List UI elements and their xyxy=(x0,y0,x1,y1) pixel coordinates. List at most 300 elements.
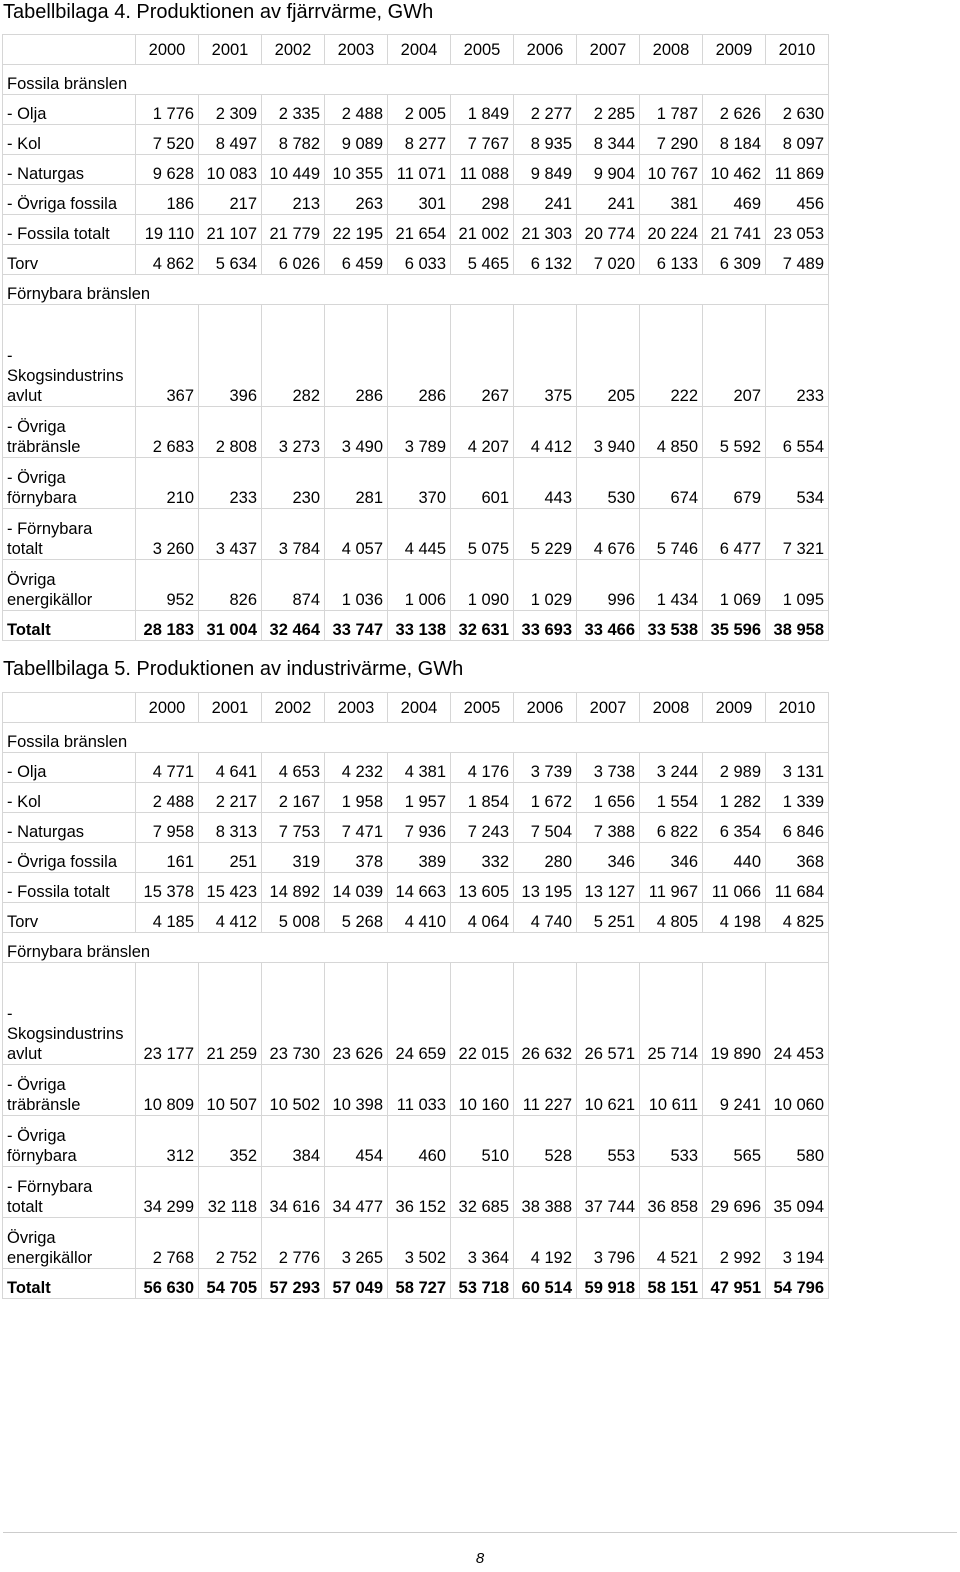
value-cell: 312 xyxy=(136,1116,199,1167)
value-cell: 3 437 xyxy=(199,509,262,560)
table-row xyxy=(3,1065,829,1116)
section-row xyxy=(3,65,829,95)
value-cell: 8 097 xyxy=(766,125,829,155)
value-cell: 11 071 xyxy=(388,155,451,185)
value-cell: 1 849 xyxy=(451,95,514,125)
table-row xyxy=(3,185,829,215)
value-cell: 161 xyxy=(136,843,199,873)
value-cell: 3 194 xyxy=(766,1218,829,1269)
year-header: 2004 xyxy=(388,35,451,65)
value-cell: 8 344 xyxy=(577,125,640,155)
value-cell: 1 554 xyxy=(640,783,703,813)
table-title-industrial-heating: Tabellbilaga 5. Produktionen av industrivärme, GWh xyxy=(3,658,464,680)
year-header: 2000 xyxy=(136,693,199,723)
value-cell: 20 224 xyxy=(640,215,703,245)
value-cell: 6 822 xyxy=(640,813,703,843)
value-cell: 24 659 xyxy=(388,963,451,1065)
value-cell: 14 039 xyxy=(325,873,388,903)
year-header: 2006 xyxy=(514,35,577,65)
value-cell: 251 xyxy=(199,843,262,873)
row-label-ovriga-fossila: - Övriga fossila xyxy=(3,185,136,215)
value-cell: 2 488 xyxy=(325,95,388,125)
value-cell: 20 774 xyxy=(577,215,640,245)
value-cell: 10 611 xyxy=(640,1065,703,1116)
value-cell: 4 057 xyxy=(325,509,388,560)
value-cell: 7 489 xyxy=(766,245,829,275)
value-cell: 1 069 xyxy=(703,560,766,611)
value-cell: 21 259 xyxy=(199,963,262,1065)
value-cell: 528 xyxy=(514,1116,577,1167)
header-row xyxy=(3,35,829,65)
value-cell: 35 596 xyxy=(703,611,766,641)
value-cell: 1 787 xyxy=(640,95,703,125)
value-cell: 4 412 xyxy=(514,407,577,458)
value-cell: 54 705 xyxy=(199,1269,262,1299)
value-cell: 5 008 xyxy=(262,903,325,933)
value-cell: 8 935 xyxy=(514,125,577,155)
table-title-district-heating: Tabellbilaga 4. Produktionen av fjärrvärme, GWh xyxy=(3,1,434,23)
value-cell: 3 273 xyxy=(262,407,325,458)
table-row xyxy=(3,245,829,275)
table-row xyxy=(3,560,829,611)
value-cell: 7 321 xyxy=(766,509,829,560)
value-cell: 4 176 xyxy=(451,753,514,783)
value-cell: 3 739 xyxy=(514,753,577,783)
value-cell: 281 xyxy=(325,458,388,509)
value-cell: 3 784 xyxy=(262,509,325,560)
year-header: 2007 xyxy=(577,35,640,65)
value-cell: 4 641 xyxy=(199,753,262,783)
table-row xyxy=(3,813,829,843)
value-cell: 13 195 xyxy=(514,873,577,903)
value-cell: 241 xyxy=(514,185,577,215)
value-cell: 23 177 xyxy=(136,963,199,1065)
value-cell: 7 520 xyxy=(136,125,199,155)
value-cell: 21 741 xyxy=(703,215,766,245)
value-cell: 332 xyxy=(451,843,514,873)
industrial-heating-table xyxy=(2,692,829,1299)
header-row xyxy=(3,693,829,723)
table-row xyxy=(3,95,829,125)
value-cell: 19 890 xyxy=(703,963,766,1065)
value-cell: 4 064 xyxy=(451,903,514,933)
value-cell: 33 466 xyxy=(577,611,640,641)
value-cell: 456 xyxy=(766,185,829,215)
value-cell: 440 xyxy=(703,843,766,873)
row-label-kol: - Kol xyxy=(3,783,136,813)
value-cell: 4 410 xyxy=(388,903,451,933)
value-cell: 3 738 xyxy=(577,753,640,783)
value-cell: 11 227 xyxy=(514,1065,577,1116)
value-cell: 4 653 xyxy=(262,753,325,783)
value-cell: 9 089 xyxy=(325,125,388,155)
value-cell: 23 053 xyxy=(766,215,829,245)
district-heating-table xyxy=(2,34,829,641)
year-header: 2009 xyxy=(703,35,766,65)
value-cell: 10 502 xyxy=(262,1065,325,1116)
row-label-fornybara-totalt: - Förnybara totalt xyxy=(3,1167,136,1218)
table-row xyxy=(3,155,829,185)
value-cell: 580 xyxy=(766,1116,829,1167)
value-cell: 7 936 xyxy=(388,813,451,843)
value-cell: 2 630 xyxy=(766,95,829,125)
value-cell: 11 088 xyxy=(451,155,514,185)
value-cell: 601 xyxy=(451,458,514,509)
year-header: 2002 xyxy=(262,693,325,723)
value-cell: 13 605 xyxy=(451,873,514,903)
year-header: 2010 xyxy=(766,35,829,65)
value-cell: 2 776 xyxy=(262,1218,325,1269)
value-cell: 6 554 xyxy=(766,407,829,458)
value-cell: 1 776 xyxy=(136,95,199,125)
value-cell: 3 260 xyxy=(136,509,199,560)
value-cell: 4 445 xyxy=(388,509,451,560)
value-cell: 1 434 xyxy=(640,560,703,611)
value-cell: 396 xyxy=(199,305,262,407)
value-cell: 19 110 xyxy=(136,215,199,245)
value-cell: 2 752 xyxy=(199,1218,262,1269)
value-cell: 9 241 xyxy=(703,1065,766,1116)
value-cell: 14 663 xyxy=(388,873,451,903)
value-cell: 11 967 xyxy=(640,873,703,903)
value-cell: 26 571 xyxy=(577,963,640,1065)
value-cell: 4 192 xyxy=(514,1218,577,1269)
header-corner-cell xyxy=(3,693,136,723)
value-cell: 4 850 xyxy=(640,407,703,458)
value-cell: 38 958 xyxy=(766,611,829,641)
value-cell: 443 xyxy=(514,458,577,509)
year-header: 2003 xyxy=(325,35,388,65)
year-header: 2002 xyxy=(262,35,325,65)
value-cell: 2 683 xyxy=(136,407,199,458)
value-cell: 3 789 xyxy=(388,407,451,458)
value-cell: 510 xyxy=(451,1116,514,1167)
row-label-ovriga-fornybara: - Övriga förnybara xyxy=(3,458,136,509)
value-cell: 565 xyxy=(703,1116,766,1167)
value-cell: 10 398 xyxy=(325,1065,388,1116)
value-cell: 11 033 xyxy=(388,1065,451,1116)
value-cell: 6 354 xyxy=(703,813,766,843)
value-cell: 4 198 xyxy=(703,903,766,933)
row-label-skogsindustrins-avlut: - Skogsindustrins avlut xyxy=(3,963,136,1065)
header-corner-cell xyxy=(3,35,136,65)
value-cell: 7 504 xyxy=(514,813,577,843)
value-cell: 24 453 xyxy=(766,963,829,1065)
row-label-fornybara-branslen: Förnybara bränslen xyxy=(3,275,829,305)
year-header: 2005 xyxy=(451,693,514,723)
row-label-ovriga-fossila: - Övriga fossila xyxy=(3,843,136,873)
section-row xyxy=(3,723,829,753)
value-cell: 4 185 xyxy=(136,903,199,933)
value-cell: 11 869 xyxy=(766,155,829,185)
value-cell: 8 313 xyxy=(199,813,262,843)
value-cell: 4 521 xyxy=(640,1218,703,1269)
value-cell: 7 471 xyxy=(325,813,388,843)
value-cell: 241 xyxy=(577,185,640,215)
value-cell: 5 075 xyxy=(451,509,514,560)
value-cell: 9 628 xyxy=(136,155,199,185)
value-cell: 5 465 xyxy=(451,245,514,275)
value-cell: 23 626 xyxy=(325,963,388,1065)
value-cell: 1 090 xyxy=(451,560,514,611)
value-cell: 1 672 xyxy=(514,783,577,813)
value-cell: 47 951 xyxy=(703,1269,766,1299)
value-cell: 319 xyxy=(262,843,325,873)
value-cell: 298 xyxy=(451,185,514,215)
value-cell: 874 xyxy=(262,560,325,611)
value-cell: 4 825 xyxy=(766,903,829,933)
table-row xyxy=(3,407,829,458)
section-row xyxy=(3,275,829,305)
value-cell: 21 107 xyxy=(199,215,262,245)
value-cell: 32 631 xyxy=(451,611,514,641)
value-cell: 37 744 xyxy=(577,1167,640,1218)
value-cell: 460 xyxy=(388,1116,451,1167)
value-cell: 1 029 xyxy=(514,560,577,611)
value-cell: 3 502 xyxy=(388,1218,451,1269)
value-cell: 33 693 xyxy=(514,611,577,641)
value-cell: 14 892 xyxy=(262,873,325,903)
value-cell: 8 782 xyxy=(262,125,325,155)
value-cell: 233 xyxy=(199,458,262,509)
row-label-torv: Torv xyxy=(3,903,136,933)
value-cell: 384 xyxy=(262,1116,325,1167)
value-cell: 207 xyxy=(703,305,766,407)
row-label-fossila-totalt: - Fossila totalt xyxy=(3,215,136,245)
value-cell: 10 083 xyxy=(199,155,262,185)
row-label-ovriga-fornybara: - Övriga förnybara xyxy=(3,1116,136,1167)
value-cell: 2 335 xyxy=(262,95,325,125)
value-cell: 378 xyxy=(325,843,388,873)
value-cell: 3 131 xyxy=(766,753,829,783)
value-cell: 4 771 xyxy=(136,753,199,783)
value-cell: 3 940 xyxy=(577,407,640,458)
value-cell: 34 616 xyxy=(262,1167,325,1218)
value-cell: 34 477 xyxy=(325,1167,388,1218)
table-row xyxy=(3,305,829,407)
value-cell: 4 381 xyxy=(388,753,451,783)
value-cell: 21 779 xyxy=(262,215,325,245)
table-row xyxy=(3,509,829,560)
value-cell: 8 184 xyxy=(703,125,766,155)
value-cell: 1 854 xyxy=(451,783,514,813)
value-cell: 7 290 xyxy=(640,125,703,155)
value-cell: 454 xyxy=(325,1116,388,1167)
row-label-naturgas: - Naturgas xyxy=(3,813,136,843)
value-cell: 826 xyxy=(199,560,262,611)
table-row xyxy=(3,215,829,245)
value-cell: 2 167 xyxy=(262,783,325,813)
value-cell: 10 767 xyxy=(640,155,703,185)
value-cell: 6 033 xyxy=(388,245,451,275)
value-cell: 31 004 xyxy=(199,611,262,641)
value-cell: 5 746 xyxy=(640,509,703,560)
value-cell: 282 xyxy=(262,305,325,407)
value-cell: 1 282 xyxy=(703,783,766,813)
value-cell: 2 005 xyxy=(388,95,451,125)
value-cell: 553 xyxy=(577,1116,640,1167)
value-cell: 996 xyxy=(577,560,640,611)
value-cell: 4 232 xyxy=(325,753,388,783)
row-label-fossila-totalt: - Fossila totalt xyxy=(3,873,136,903)
value-cell: 22 195 xyxy=(325,215,388,245)
value-cell: 33 747 xyxy=(325,611,388,641)
row-label-fossila-branslen: Fossila bränslen xyxy=(3,65,829,95)
value-cell: 5 251 xyxy=(577,903,640,933)
value-cell: 5 268 xyxy=(325,903,388,933)
value-cell: 22 015 xyxy=(451,963,514,1065)
value-cell: 8 497 xyxy=(199,125,262,155)
row-label-fornybara-branslen: Förnybara bränslen xyxy=(3,933,829,963)
value-cell: 2 768 xyxy=(136,1218,199,1269)
value-cell: 21 654 xyxy=(388,215,451,245)
table-row xyxy=(3,873,829,903)
value-cell: 32 118 xyxy=(199,1167,262,1218)
value-cell: 267 xyxy=(451,305,514,407)
year-header: 2004 xyxy=(388,693,451,723)
value-cell: 7 020 xyxy=(577,245,640,275)
value-cell: 381 xyxy=(640,185,703,215)
value-cell: 32 464 xyxy=(262,611,325,641)
value-cell: 21 303 xyxy=(514,215,577,245)
value-cell: 32 685 xyxy=(451,1167,514,1218)
value-cell: 301 xyxy=(388,185,451,215)
value-cell: 533 xyxy=(640,1116,703,1167)
value-cell: 3 244 xyxy=(640,753,703,783)
year-header: 2009 xyxy=(703,693,766,723)
value-cell: 58 151 xyxy=(640,1269,703,1299)
value-cell: 7 958 xyxy=(136,813,199,843)
value-cell: 21 002 xyxy=(451,215,514,245)
value-cell: 952 xyxy=(136,560,199,611)
value-cell: 10 507 xyxy=(199,1065,262,1116)
value-cell: 6 132 xyxy=(514,245,577,275)
value-cell: 2 488 xyxy=(136,783,199,813)
total-row xyxy=(3,611,829,641)
value-cell: 54 796 xyxy=(766,1269,829,1299)
value-cell: 1 339 xyxy=(766,783,829,813)
value-cell: 217 xyxy=(199,185,262,215)
value-cell: 346 xyxy=(640,843,703,873)
table-row xyxy=(3,963,829,1065)
value-cell: 59 918 xyxy=(577,1269,640,1299)
value-cell: 60 514 xyxy=(514,1269,577,1299)
value-cell: 10 621 xyxy=(577,1065,640,1116)
value-cell: 13 127 xyxy=(577,873,640,903)
value-cell: 3 265 xyxy=(325,1218,388,1269)
value-cell: 7 767 xyxy=(451,125,514,155)
value-cell: 375 xyxy=(514,305,577,407)
value-cell: 6 133 xyxy=(640,245,703,275)
year-header: 2008 xyxy=(640,693,703,723)
value-cell: 10 809 xyxy=(136,1065,199,1116)
row-label-ovriga-trabransle: - Övriga träbränsle xyxy=(3,1065,136,1116)
year-header: 2006 xyxy=(514,693,577,723)
value-cell: 2 217 xyxy=(199,783,262,813)
table-row xyxy=(3,843,829,873)
value-cell: 26 632 xyxy=(514,963,577,1065)
year-header: 2005 xyxy=(451,35,514,65)
value-cell: 33 138 xyxy=(388,611,451,641)
value-cell: 280 xyxy=(514,843,577,873)
value-cell: 11 684 xyxy=(766,873,829,903)
year-header: 2007 xyxy=(577,693,640,723)
row-label-ovriga-trabransle: - Övriga träbränsle xyxy=(3,407,136,458)
value-cell: 36 152 xyxy=(388,1167,451,1218)
value-cell: 674 xyxy=(640,458,703,509)
value-cell: 28 183 xyxy=(136,611,199,641)
value-cell: 2 992 xyxy=(703,1218,766,1269)
value-cell: 205 xyxy=(577,305,640,407)
year-header: 2008 xyxy=(640,35,703,65)
value-cell: 2 808 xyxy=(199,407,262,458)
value-cell: 6 459 xyxy=(325,245,388,275)
value-cell: 7 753 xyxy=(262,813,325,843)
row-label-ovriga-energikallor: Övriga energikällor xyxy=(3,560,136,611)
value-cell: 38 388 xyxy=(514,1167,577,1218)
value-cell: 2 989 xyxy=(703,753,766,783)
value-cell: 233 xyxy=(766,305,829,407)
row-label-totalt: Totalt xyxy=(3,1269,136,1299)
value-cell: 3 796 xyxy=(577,1218,640,1269)
value-cell: 15 423 xyxy=(199,873,262,903)
value-cell: 9 904 xyxy=(577,155,640,185)
table-row xyxy=(3,753,829,783)
value-cell: 33 538 xyxy=(640,611,703,641)
row-label-fossila-branslen: Fossila bränslen xyxy=(3,723,829,753)
value-cell: 15 378 xyxy=(136,873,199,903)
table-row xyxy=(3,1218,829,1269)
value-cell: 7 388 xyxy=(577,813,640,843)
table-row xyxy=(3,1167,829,1218)
value-cell: 2 285 xyxy=(577,95,640,125)
value-cell: 10 449 xyxy=(262,155,325,185)
value-cell: 286 xyxy=(388,305,451,407)
value-cell: 35 094 xyxy=(766,1167,829,1218)
value-cell: 2 309 xyxy=(199,95,262,125)
table-row xyxy=(3,1116,829,1167)
value-cell: 3 490 xyxy=(325,407,388,458)
row-label-naturgas: - Naturgas xyxy=(3,155,136,185)
row-label-totalt: Totalt xyxy=(3,611,136,641)
total-row xyxy=(3,1269,829,1299)
footer-divider xyxy=(3,1532,957,1533)
value-cell: 230 xyxy=(262,458,325,509)
value-cell: 9 849 xyxy=(514,155,577,185)
value-cell: 1 958 xyxy=(325,783,388,813)
value-cell: 11 066 xyxy=(703,873,766,903)
value-cell: 23 730 xyxy=(262,963,325,1065)
table-row xyxy=(3,458,829,509)
year-header: 2001 xyxy=(199,693,262,723)
table-row xyxy=(3,903,829,933)
row-label-torv: Torv xyxy=(3,245,136,275)
value-cell: 29 696 xyxy=(703,1167,766,1218)
value-cell: 6 026 xyxy=(262,245,325,275)
value-cell: 6 477 xyxy=(703,509,766,560)
value-cell: 5 229 xyxy=(514,509,577,560)
value-cell: 1 957 xyxy=(388,783,451,813)
value-cell: 36 858 xyxy=(640,1167,703,1218)
value-cell: 368 xyxy=(766,843,829,873)
year-header: 2000 xyxy=(136,35,199,65)
value-cell: 4 740 xyxy=(514,903,577,933)
section-row xyxy=(3,933,829,963)
value-cell: 34 299 xyxy=(136,1167,199,1218)
value-cell: 186 xyxy=(136,185,199,215)
value-cell: 10 060 xyxy=(766,1065,829,1116)
value-cell: 56 630 xyxy=(136,1269,199,1299)
